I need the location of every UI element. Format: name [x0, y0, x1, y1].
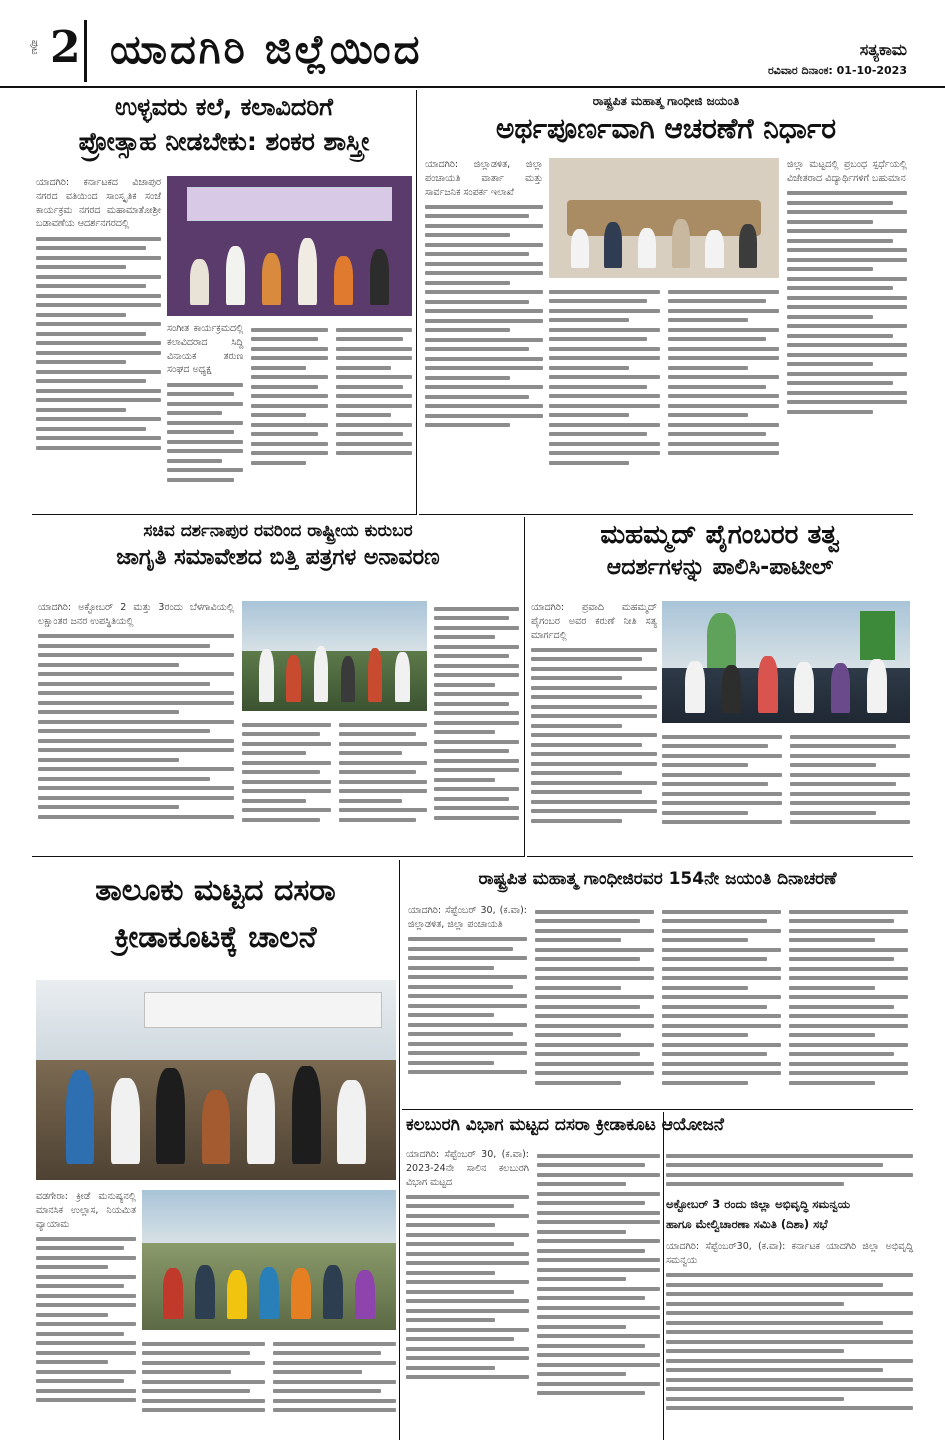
- sports-inauguration-photo: [36, 980, 396, 1180]
- prophet-event-photo: [662, 601, 910, 723]
- article-column: [535, 904, 654, 1104]
- headline: ರಾಷ್ಟ್ರಪಿತ ಮಹಾತ್ಮ ಗಾಂಧೀಜಿರವರ 154ನೇ ಜಯಂತಿ ದಿನಾಚರಣೆ: [478, 869, 837, 889]
- masthead: [0, 0, 945, 88]
- kicker: ಸಚಿವ ದರ್ಶನಾಪುರ ರವರಿಂದ ರಾಷ್ಟ್ರೀಯ ಕುರುಬರ: [143, 521, 413, 541]
- headline-line-1: ಅಕ್ಟೋಬರ್ 3 ರಂದು ಜಿಲ್ಲಾ ಅಭಿವೃದ್ಧಿ ಸಮನ್ವಯ: [666, 1197, 851, 1211]
- article-column: [273, 1336, 396, 1436]
- poster-release-photo: [242, 601, 427, 711]
- section-title: ಯಾದಗಿರಿ ಜಿಲ್ಲೆಯಿಂದ: [110, 26, 423, 73]
- headline: ಅರ್ಥಪೂರ್ಣವಾಗಿ ಆಚರಣೆಗೆ ನಿರ್ಧಾರ: [495, 112, 837, 145]
- headline-line-1: ಮಹಮ್ಮದ್ ಪೈಗಂಬರರ ತತ್ವ: [600, 520, 840, 550]
- article-column: [662, 904, 781, 1104]
- page-number: 2: [50, 22, 81, 73]
- article-kalaburagi-dasara: [402, 1112, 724, 1440]
- article-column: [662, 729, 782, 851]
- article-column: [339, 717, 428, 851]
- article-prophet-teachings: [527, 517, 913, 857]
- headline-line-1: ತಾಲೂಕು ಮಟ್ಟದ ದಸರಾ: [95, 873, 336, 908]
- article-column: ಯಾದಗಿರಿ: ಸೆಪ್ಟೆಂಬರ್ 30, (ಕ.ವಾ): ಜಿಲ್ಲಾಡಳಿತ, ಜಿಲ್ಲಾ ಪಂಚಾಯತಿ: [408, 904, 527, 1104]
- article-column: ಯಾದಗಿರಿ: ಪ್ರವಾದಿ ಮಹಮ್ಮದ್ ಪೈಗಂಬರ ಅವರ ಕರುಣೆ ನೀತಿ ಸತ್ಯ ಮಾರ್ಗದಲ್ಲಿ: [531, 601, 657, 851]
- article-column: ವಡಗೇರಾ: ಕ್ರೀಡೆ ಮನುಷ್ಯನಲ್ಲಿ ಮಾನಸಿಕ ಉಲ್ಲಾಸ, ನಿಯಮಿತ ವ್ಯಾಯಾಮ: [36, 1190, 136, 1435]
- article-column: [790, 729, 910, 851]
- headline-line-2: ಹಾಗೂ ಮೇಲ್ವಿಚಾರಣಾ ಸಮಿತಿ (ದಿಶಾ) ಸಭೆ: [666, 1217, 828, 1231]
- issue-date: ರವಿವಾರ ದಿನಾಂಕ: 01-10-2023: [767, 64, 907, 77]
- headline-line-1: ಉಳ್ಳವರು ಕಲೆ, ಕಲಾವಿದರಿಗೆ: [114, 93, 334, 121]
- article-gandhi-154-jayanti: [402, 860, 913, 1110]
- brand-name: ಸತ್ಯಕಾಮ: [859, 40, 907, 59]
- article-column: ಯಾದಗಿರಿ: ಅಕ್ಟೋಬರ್ 2 ಮತ್ತು 3ರಂದು ಬೆಳಗಾವಿಯಲ್ಲಿ ಲಕ್ಷಾಂತರ ಜನರ ಉಪಸ್ಥಿತಿಯಲ್ಲಿ: [38, 601, 234, 851]
- article-column: [242, 717, 331, 851]
- article-column: [668, 284, 779, 509]
- article-column: [142, 1336, 265, 1436]
- headline: ಜಾಗೃತಿ ಸಮಾವೇಶದ ಬಿತ್ತಿ ಪತ್ರಗಳ ಅನಾವರಣ: [116, 545, 440, 570]
- article-gandhi-jayanti-meeting: [419, 90, 913, 515]
- article-column: [666, 1148, 913, 1188]
- article-column: ಯಾದಗಿರಿ: ಸೆಪ್ಟೆಂಬರ್ 30, (ಕ.ವಾ): 2023-24ನೇ ಸಾಲಿನ ಕಲಬುರಗಿ ವಿಭಾಗ ಮಟ್ಟದ: [406, 1148, 529, 1436]
- article-column: [549, 284, 660, 509]
- article-dasara-sports-taluk: [32, 860, 400, 1440]
- article-column: [537, 1148, 660, 1436]
- article-column: [336, 322, 412, 507]
- article-column: [789, 904, 908, 1104]
- headline: ಕಲಬುರಗಿ ವಿಭಾಗ ಮಟ್ಟದ ದಸರಾ ಕ್ರೀಡಾಕೂಟ ಆಯೋಜನೆ: [406, 1115, 724, 1135]
- article-column: ಯಾದಗಿರಿ: ಕರ್ನಾಟಕದ ವಿಜಾಪುರ ನಗರದ ವತಿಯಿಂದ ಸಾಂಸ್ಕೃತಿಕ ಸಂಜೆ ಕಾರ್ಯಕ್ರಮ ನಗರದ ಮಹಾಮಾತೋಶ್ರೀ ಬಡಾವಣೆಯ ಆದರ್ಶನಗರದಲ್ಲಿ: [36, 176, 161, 506]
- stage-performance-photo: [167, 176, 412, 316]
- article-column: ಯಾದಗಿರಿ: ಸೆಪ್ಟೆಂಬರ್30, (ಕ.ವಾ): ಕರ್ನಾಟಕ ಯಾದಗಿರಿ ಜಿಲ್ಲಾ ಅಭಿವೃದ್ಧಿ ಸಮನ್ವಯ: [666, 1240, 913, 1436]
- article-arts-encouragement: [32, 90, 417, 515]
- kicker: ರಾಷ್ಟ್ರಪಿತ ಮಹಾತ್ಮ ಗಾಂಧೀಜಿ ಜಯಂತಿ: [592, 94, 740, 108]
- article-column: ಯಾದಗಿರಿ: ಜಿಲ್ಲಾಡಳಿತ, ಜಿಲ್ಲಾ ಪಂಚಾಯತಿ ವಾರ್ತಾ ಮತ್ತು ಸಾರ್ವಜನಿಕ ಸಂಪರ್ಕ ಇಲಾಖೆ: [425, 158, 543, 508]
- page-label: ಪುಟ: [29, 40, 40, 55]
- headline-line-2: ಆದರ್ಶಗಳನ್ನು ಪಾಲಿಸಿ-ಪಾಟೀಲ್: [606, 554, 834, 580]
- article-column: [434, 601, 519, 851]
- article-column: ಜಿಲ್ಲಾ ಮಟ್ಟದಲ್ಲಿ ಪ್ರಬಂಧ ಸ್ಪರ್ಧೆಯಲ್ಲಿ ವಿಜೇತರಾದ ವಿದ್ಯಾರ್ಥಿಗಳಿಗೆ ಬಹುಮಾನ: [787, 158, 907, 508]
- athletes-group-photo: [142, 1190, 396, 1330]
- meeting-photo: [549, 158, 779, 278]
- article-kurubar-posters: [32, 517, 525, 857]
- article-disha-meeting: [666, 1112, 913, 1440]
- headline-line-2: ಕ್ರೀಡಾಕೂಟಕ್ಕೆ ಚಾಲನೆ: [114, 919, 317, 955]
- article-column: [251, 322, 327, 507]
- article-column: ಸಂಗೀತ ಕಾರ್ಯಕ್ರಮದಲ್ಲಿ ಕಲಾವಿದರಾದ ಸಿದ್ದಿ ವಿನಾಯಕ ತರುಣ ಸಂಘದ ಅಧ್ಯಕ್ಷ: [167, 322, 243, 507]
- headline-line-2: ಪ್ರೋತ್ಸಾಹ ನೀಡಬೇಕು: ಶಂಕರ ಶಾಸ್ತ್ರೀ: [78, 126, 370, 156]
- masthead-divider: [84, 20, 87, 82]
